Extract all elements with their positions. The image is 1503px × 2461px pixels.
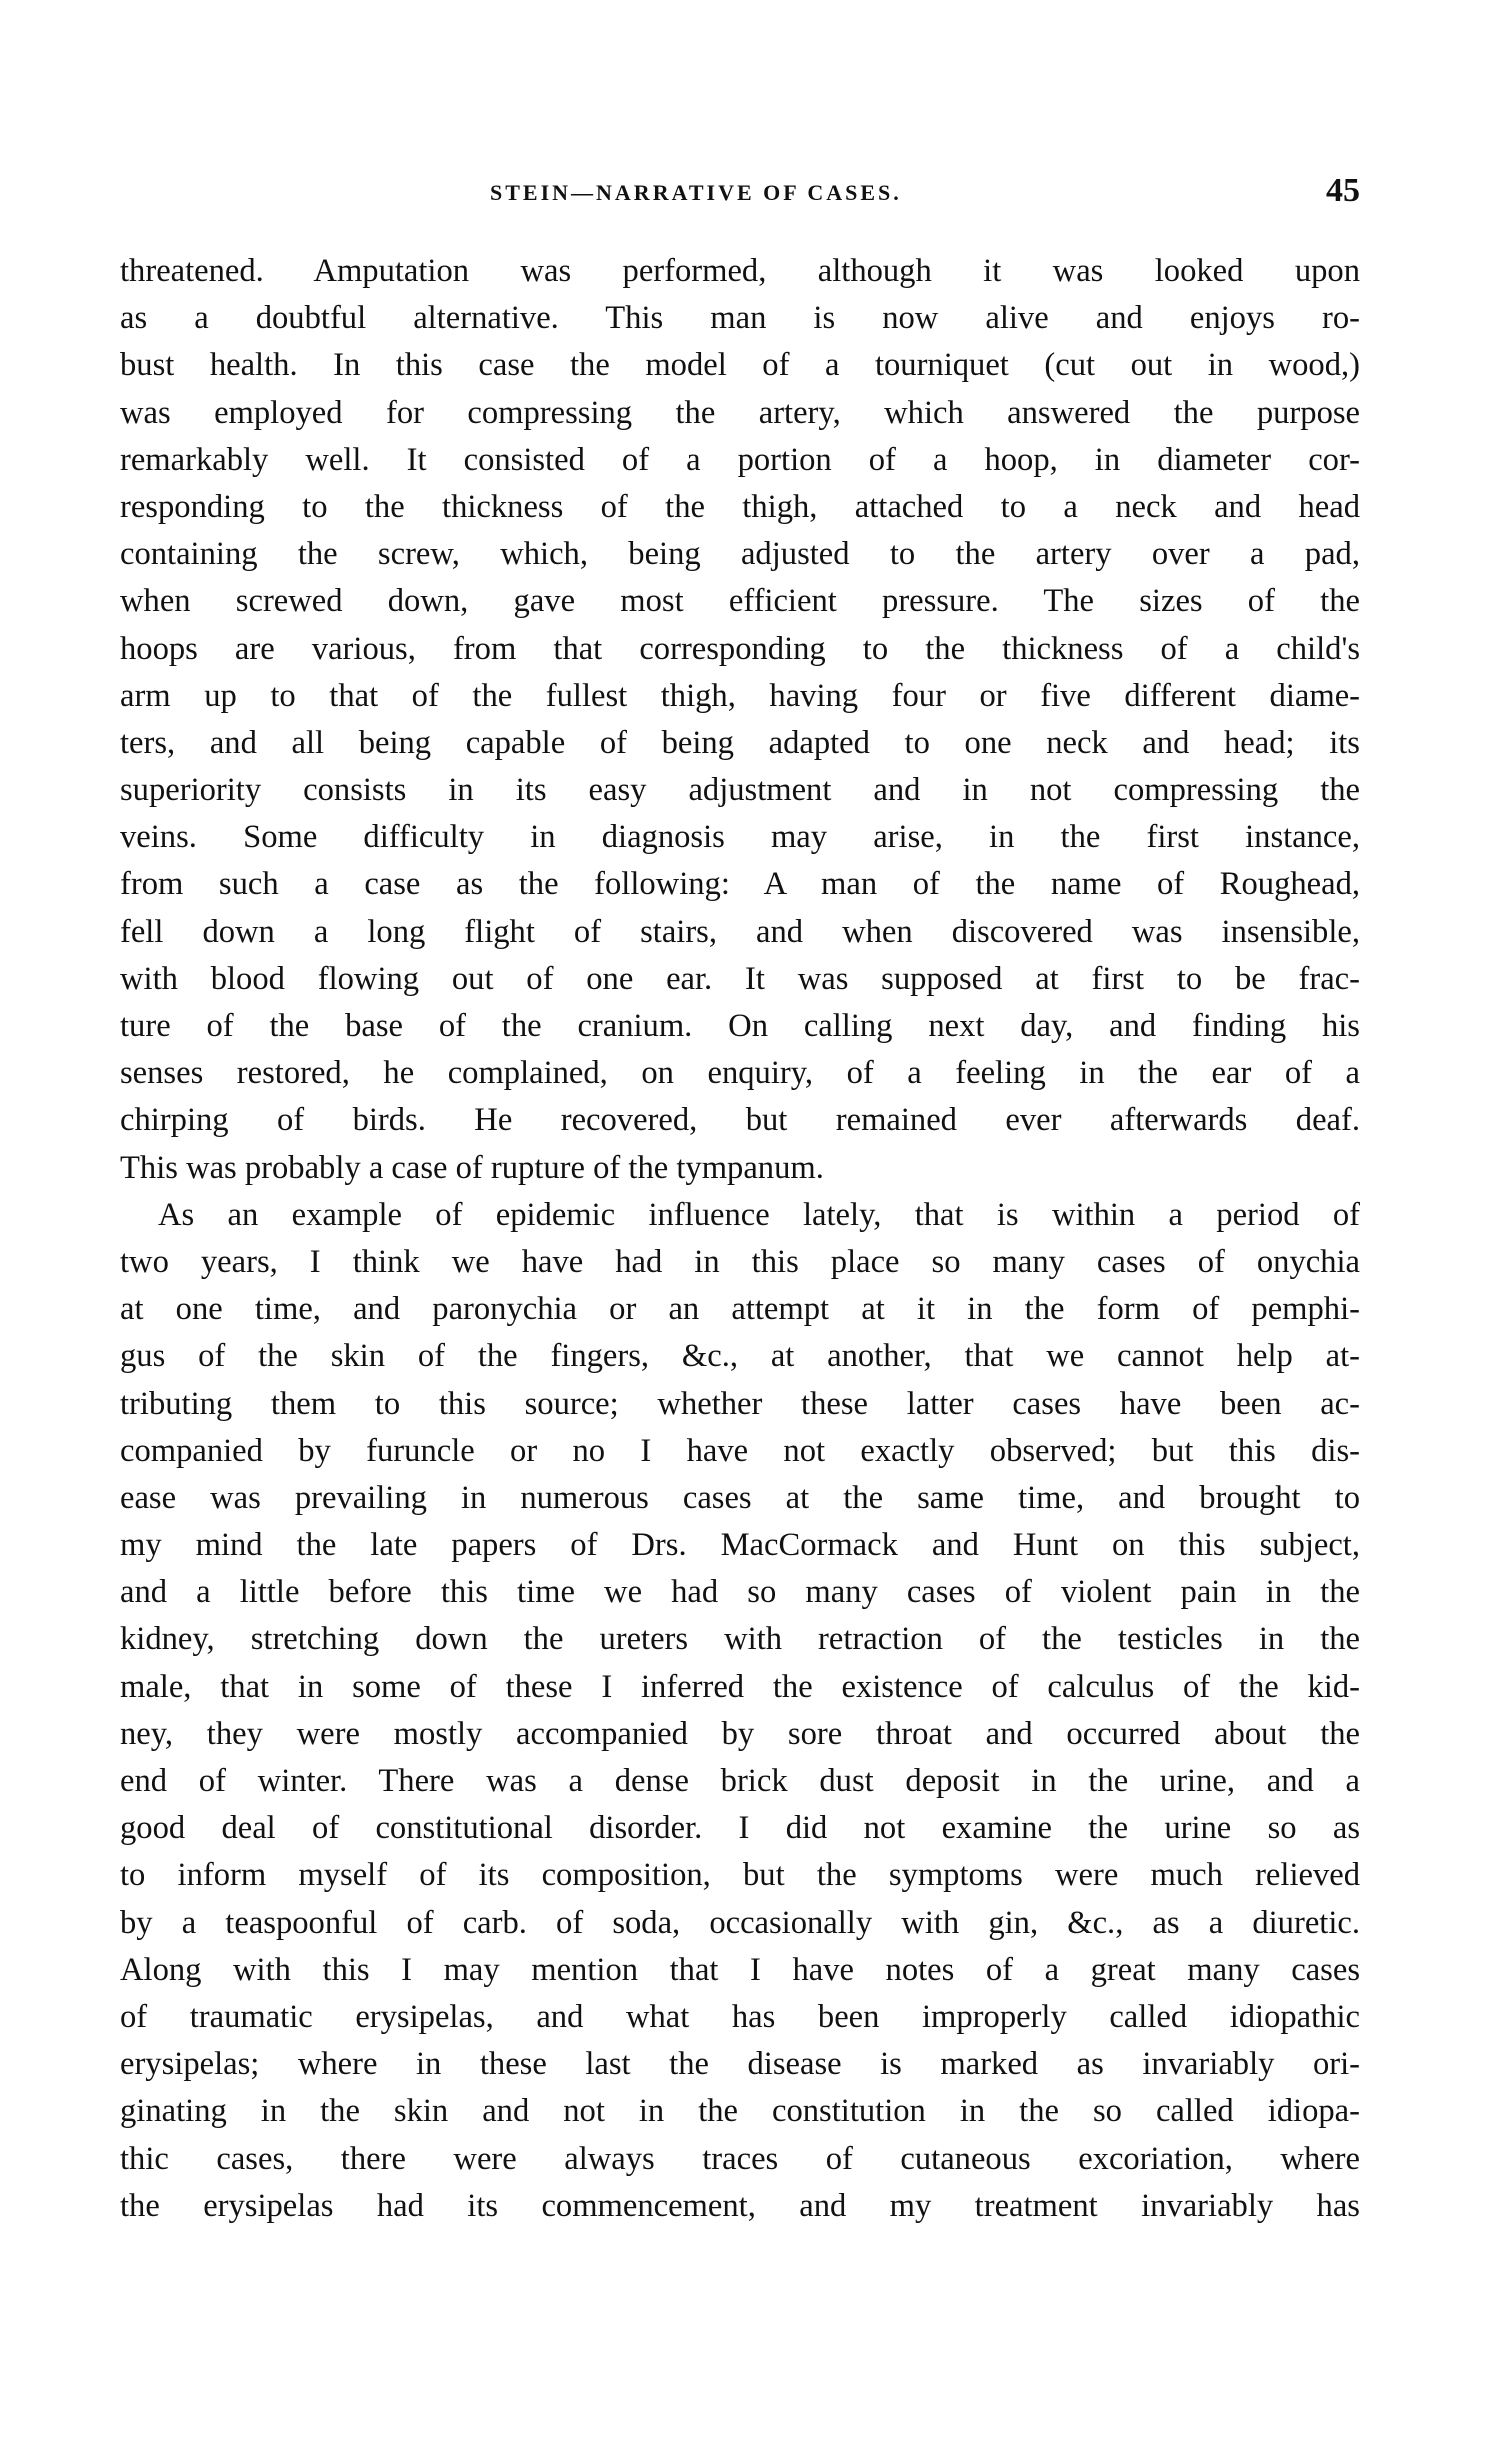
text-line: containing the screw, which, being adjusted to the artery over a pad, [120, 536, 1360, 573]
text-line: end of winter. There was a dense brick dust deposit in the urine, and a [120, 1763, 1360, 1799]
running-title: STEIN—NARRATIVE OF CASES. [490, 180, 902, 205]
text-line: ters, and all being capable of being adapted to one neck and head; its [120, 724, 1360, 761]
text-line: two years, I think we have had in this place so many cases of onychia [120, 1243, 1360, 1280]
text-line: from such a case as the following: A man of the name of Roughead, [120, 866, 1360, 903]
text-line: hoops are various, from that corresponding to the thickness of a child's [120, 630, 1360, 667]
text-line: when screwed down, gave most efficient pressure. The sizes of the [120, 583, 1360, 620]
text-line: with blood flowing out of one ear. It was supposed at first to be frac- [120, 960, 1360, 997]
text-line: superiority consists in its easy adjustment and in not compressing the [120, 772, 1360, 809]
text-line: the erysipelas had its commencement, and my treatment invariably has [120, 2187, 1360, 2224]
text-line: ginating in the skin and not in the constitution in the so called idiopa- [120, 2093, 1360, 2130]
text-line: responding to the thickness of the thigh, attached to a neck and head [120, 488, 1360, 525]
text-line: ney, they were mostly accompanied by sore throat and occurred about the [120, 1715, 1360, 1752]
text-line: arm up to that of the fullest thigh, having four or five different diame- [120, 677, 1360, 714]
page-number: 45 [1326, 172, 1360, 209]
text-line: and a little before this time we had so many cases of violent pain in the [120, 1574, 1360, 1611]
text-line: of traumatic erysipelas, and what has been improperly called idiopathic [120, 1998, 1360, 2035]
text-line: gus of the skin of the fingers, &c., at another, that we cannot help at- [120, 1338, 1360, 1375]
text-line: kidney, stretching down the ureters with retraction of the testicles in the [120, 1621, 1360, 1658]
text-line: ture of the base of the cranium. On calling next day, and finding his [120, 1008, 1360, 1044]
text-line: veins. Some difficulty in diagnosis may arise, in the first instance, [120, 819, 1360, 856]
text-line: This was probably a case of rupture of the tympanum. [120, 1149, 824, 1186]
text-line: erysipelas; where in these last the disease is marked as invariably ori- [120, 2046, 1360, 2083]
text-line: companied by furuncle or no I have not exactly observed; but this dis- [120, 1432, 1360, 1469]
text-line: my mind the late papers of Drs. MacCormack and Hunt on this subject, [120, 1527, 1360, 1564]
text-line: thic cases, there were always traces of cutaneous excoriation, where [120, 2140, 1360, 2177]
text-line: at one time, and paronychia or an attempt at it in the form of pemphi- [120, 1291, 1360, 1328]
text-line: senses restored, he complained, on enquiry, of a feeling in the ear of a [120, 1055, 1360, 1092]
text-line: As an example of epidemic influence lately, that is within a period of [158, 1196, 1360, 1233]
text-line: was employed for compressing the artery, which answered the purpose [120, 394, 1360, 431]
text-line: fell down a long flight of stairs, and when discovered was insensible, [120, 913, 1360, 950]
text-line: as a doubtful alternative. This man is now alive and enjoys ro- [120, 300, 1360, 337]
text-line: Along with this I may mention that I have notes of a great many cases [120, 1951, 1360, 1988]
text-line: remarkably well. It consisted of a portion of a hoop, in diameter cor- [120, 441, 1360, 478]
text-line: tributing them to this source; whether these latter cases have been ac- [120, 1385, 1360, 1422]
text-line: male, that in some of these I inferred the existence of calculus of the kid- [120, 1668, 1360, 1705]
text-line: good deal of constitutional disorder. I did not examine the urine so as [120, 1810, 1360, 1847]
body-text [120, 248, 1360, 2230]
text-line: bust health. In this case the model of a tourniquet (cut out in wood,) [120, 347, 1360, 384]
text-line: ease was prevailing in numerous cases at the same time, and brought to [120, 1479, 1360, 1516]
text-line: threatened. Amputation was performed, although it was looked upon [120, 253, 1360, 289]
text-line: to inform myself of its composition, but the symptoms were much relieved [120, 1857, 1360, 1894]
text-line: chirping of birds. He recovered, but remained ever afterwards deaf. [120, 1102, 1360, 1139]
text-line: by a teaspoonful of carb. of soda, occasionally with gin, &c., as a diuretic. [120, 1904, 1360, 1941]
running-head [120, 172, 1360, 212]
